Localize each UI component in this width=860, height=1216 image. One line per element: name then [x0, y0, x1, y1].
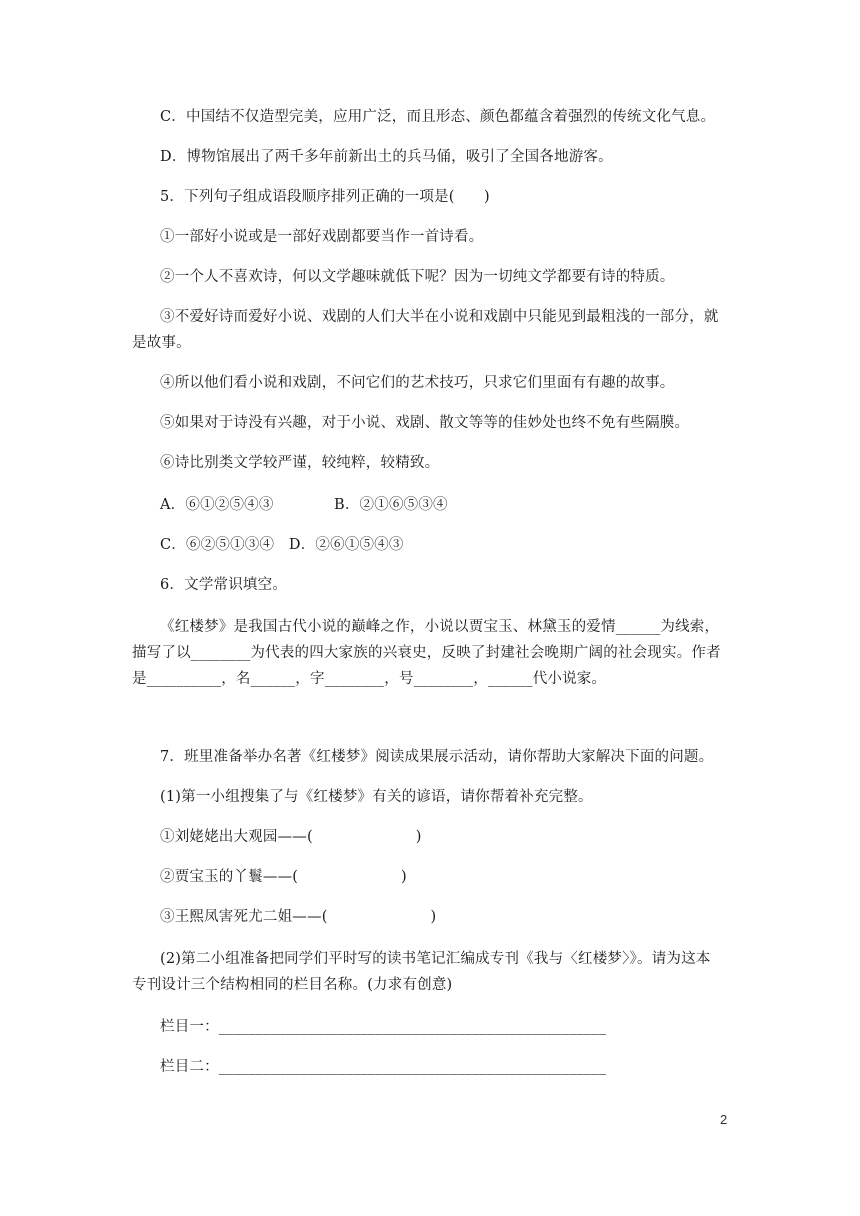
option-d-text: D．博物馆展出了两千多年前新出土的兵马俑，吸引了全国各地游客。: [160, 149, 613, 165]
question-7: 7．班里准备举办名著《红楼梦》阅读成果展示活动，请你帮助大家解决下面的问题。: [160, 749, 714, 765]
sentence-3-line-1: ③不爱好诗而爱好小说、戏剧的人们大半在小说和戏剧中只能见到最粗浅的一部分，就: [160, 309, 719, 325]
question-6: 6．文学常识填空。: [160, 577, 288, 593]
q5-option-a: A．⑥①②⑤④③: [160, 497, 274, 513]
q5-option-b: B．②①⑥⑤③④: [334, 497, 448, 513]
q6-paragraph-line-3: 是__________，名______，字________，号________，______代小说家。: [132, 671, 607, 687]
q7-proverb-3: ③王熙凤害死尤二姐——( ): [160, 909, 437, 925]
sentence-1: ①一部好小说或是一部好戏剧都要当作一首诗看。: [160, 229, 484, 245]
sentence-5: ⑤如果对于诗没有兴趣，对于小说、戏剧、散文等等的佳妙处也终不免有些隔膜。: [160, 415, 690, 431]
q6-paragraph-line-1: 《红楼梦》是我国古代小说的巅峰之作，小说以贾宝玉、林黛玉的爱情______为线索，: [160, 619, 720, 635]
column-name-1: 栏目一：____________________________________________________: [160, 1019, 607, 1035]
page-number: 2: [720, 1112, 728, 1127]
q7-proverb-1: ①刘姥姥出大观园——( ): [160, 829, 422, 845]
sentence-2: ②一个人不喜欢诗，何以文学趣味就低下呢？因为一切纯文学都要有诗的特质。: [160, 269, 675, 285]
sentence-6: ⑥诗比别类文学较严谨，较纯粹，较精致。: [160, 455, 440, 471]
q7-part-2-line-1: (2)第二小组准备把同学们平时写的读书笔记汇编成专刊《我与〈红楼梦〉》。请为这本: [160, 951, 711, 967]
q7-part-2-line-2: 专刊设计三个结构相同的栏目名称。(力求有创意): [132, 977, 453, 993]
column-name-2: 栏目二：____________________________________________________: [160, 1059, 607, 1075]
q5-options-row-2: C．⑥②⑤①③④ D．②⑥①⑤④③: [160, 537, 404, 553]
option-c-text: C．中国结不仅造型完美，应用广泛，而且形态、颜色都蕴含着强烈的传统文化气息。: [160, 109, 716, 125]
q7-proverb-2: ②贾宝玉的丫鬟——( ): [160, 869, 407, 885]
q6-paragraph-line-2: 描写了以________为代表的四大家族的兴衰史，反映了封建社会晚期广阔的社会现实。作者: [132, 645, 721, 661]
sentence-4: ④所以他们看小说和戏剧，不问它们的艺术技巧，只求它们里面有有趣的故事。: [160, 375, 675, 391]
sentence-3-line-2: 是故事。: [132, 335, 191, 351]
q7-part-1: (1)第一小组搜集了与《红楼梦》有关的谚语，请你帮着补充完整。: [160, 789, 593, 805]
question-5: 5．下列句子组成语段顺序排列正确的一项是( ): [160, 189, 490, 205]
q5-options-row-1: [160, 495, 560, 515]
